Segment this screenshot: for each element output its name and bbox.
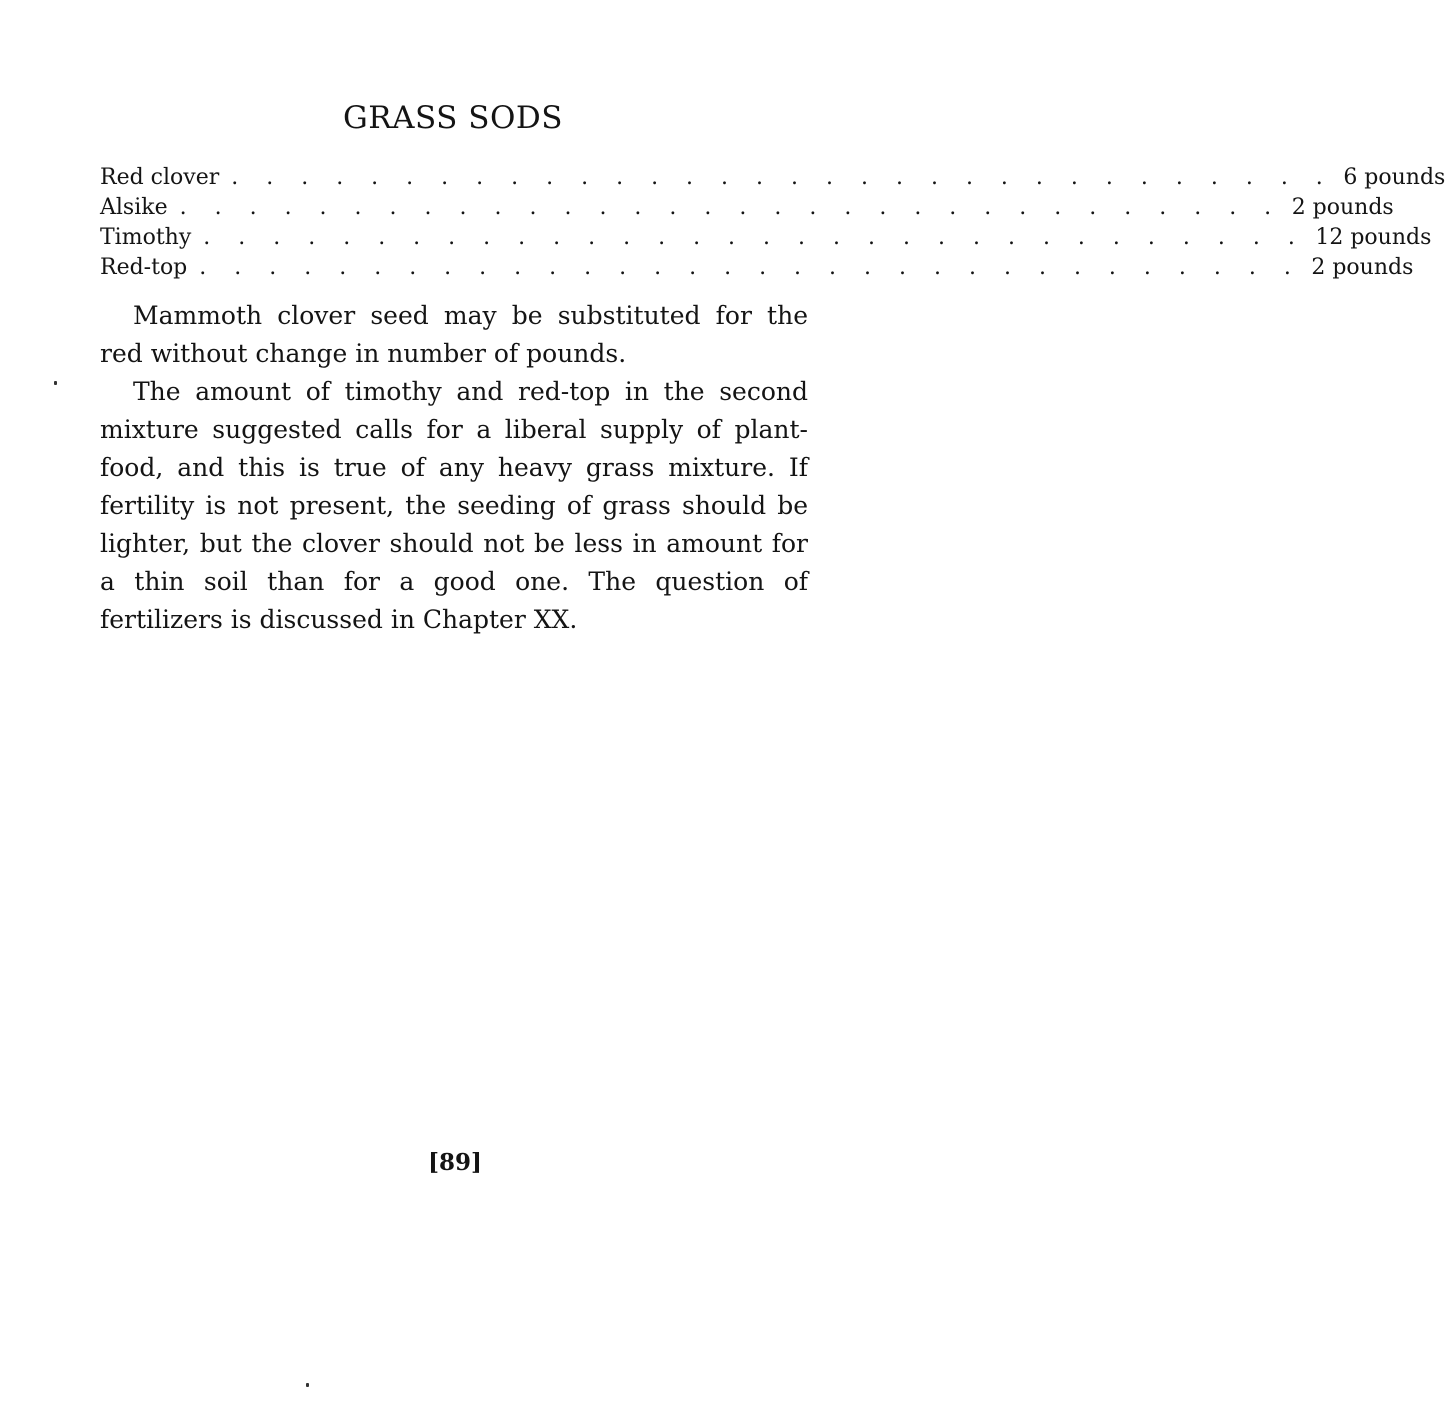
seed-row-red-clover [100, 163, 1445, 193]
dot-leader: . . . . . . . . . . . . . . . . . . . . . . . . . . . . . . . . [203, 225, 1306, 250]
paragraph-mammoth-clover [100, 297, 808, 373]
seed-name: Red-top [100, 255, 188, 280]
dot-leader: . . . . . . . . . . . . . . . . . . . . . . . . . . . . . . . . [199, 255, 1302, 280]
seed-row-alsike [100, 193, 1394, 223]
seed-name: Red clover [100, 165, 220, 190]
seed-amount: 12 pounds [1315, 225, 1432, 250]
dot-leader: . . . . . . . . . . . . . . . . . . . . . . . . . . . . . . . . [231, 165, 1334, 190]
seed-row-timothy [100, 223, 1432, 253]
dot-leader: . . . . . . . . . . . . . . . . . . . . . . . . . . . . . . . . [179, 195, 1282, 220]
seed-mixture-table [100, 163, 1445, 283]
ink-speck [306, 1383, 309, 1387]
paragraph-text: The amount of timothy and red-top in the second mixture suggested calls for a liberal supply of plant-food, and this is true of any heavy grass mixture. If fertility is not present, the seeding of grass should be lighter, but the clover should not be less in amount for a thin soil than for a good one. The question of fertilizers is discussed in Chapter XX. [100, 377, 808, 634]
seed-amount: 2 pounds [1291, 195, 1394, 220]
page-title: GRASS SODS [342, 100, 564, 136]
paragraph-text: Mammoth clover seed may be substituted for the red without change in number of pounds. [100, 301, 808, 368]
ink-speck [54, 381, 57, 385]
seed-amount: 2 pounds [1311, 255, 1414, 280]
seed-amount: 6 pounds [1343, 165, 1445, 190]
seed-name: Alsike [100, 195, 168, 220]
seed-name: Timothy [100, 225, 192, 250]
seed-row-red-top [100, 253, 1414, 283]
paragraph-timothy-redtop [100, 373, 808, 639]
page-number: [89] [428, 1149, 482, 1176]
